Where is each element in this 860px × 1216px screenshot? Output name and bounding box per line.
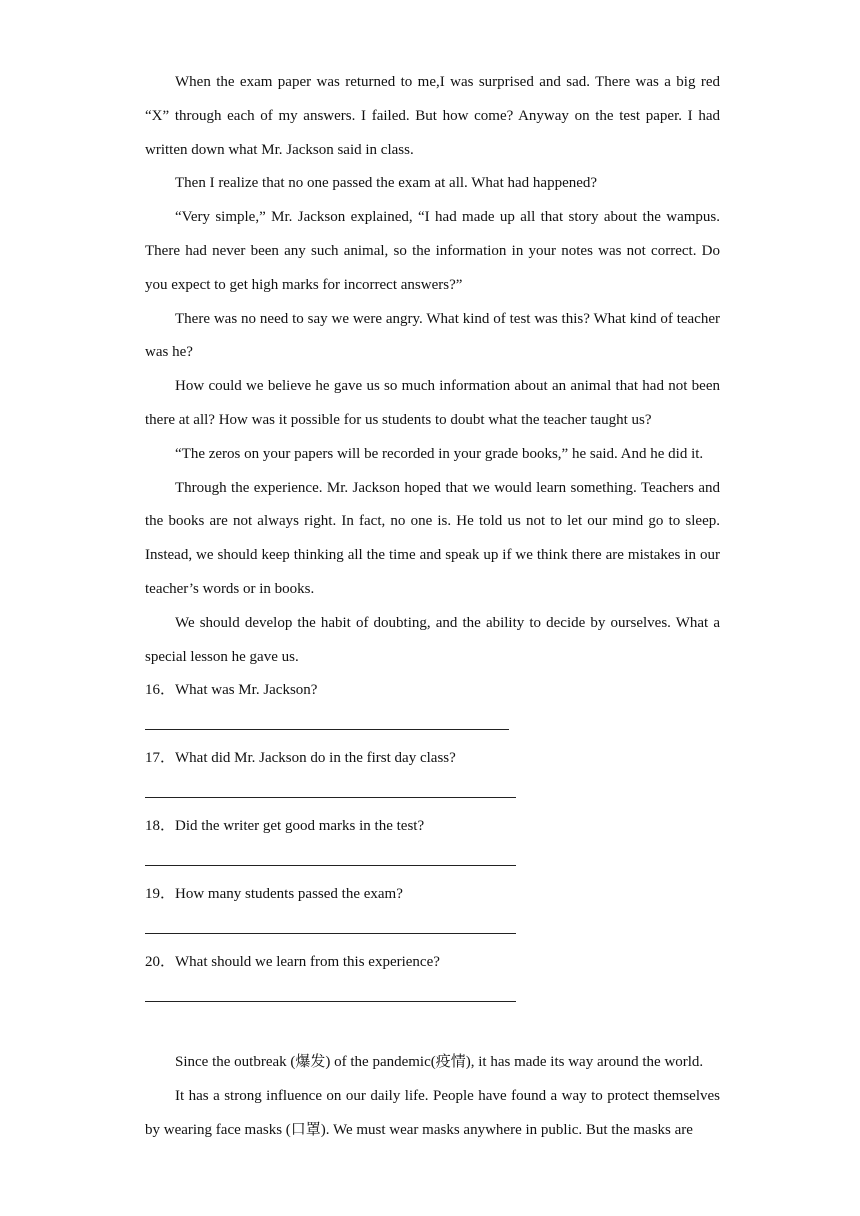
answer-line[interactable] [145,865,516,866]
question-text: How many students passed the exam? [175,886,403,902]
reading-passage-2 [145,1046,720,1147]
paragraph: “The zeros on your papers will be recorded in your grade books,” he said. And he did it. [175,445,704,462]
question-number: 17． [145,750,176,766]
reading-passage-1 [145,66,720,674]
question-item [145,878,720,946]
question-number: 18． [145,818,176,834]
paragraph: Since the outbreak (爆发) of the pandemic(疫情), it has made its way around the world. [175,1054,704,1070]
paragraph: Through the experience. Mr. Jackson hoped that we would learn something. Teachers and the books are not always right. In fact, no one is. He told us not to let our mind go to sleep. Instead, we should keep thinking all the time and speak up if we think there are mistakes in our teacher’s words or in books. [145,479,720,597]
question-text: What was Mr. Jackson? [175,682,318,698]
answer-line[interactable] [145,933,516,934]
paragraph: It has a strong influence on our daily life. People have found a way to protect themselves by wearing face masks (口罩). We must wear masks anywhere in public. But the masks are [145,1087,720,1138]
question-item [145,810,720,878]
paragraph: “Very simple,” Mr. Jackson explained, “I had made up all that story about the wampus. There had never been any such animal, so the information in your notes was not correct. Do you expect to get high marks for incorrect answers?” [145,209,720,293]
paragraph: Then I realize that no one passed the exam at all. What had happened? [175,175,598,192]
paragraph: When the exam paper was returned to me,I was surprised and sad. There was a big red “X” through each of my answers. I failed. But how come? Anyway on the test paper. I had written down what Mr. Jackson said in class. [145,74,720,158]
question-item [145,946,720,1014]
paragraph: We should develop the habit of doubting, and the ability to decide by ourselves. What a special lesson he gave us. [145,614,720,665]
question-item [145,674,720,742]
question-item [145,742,720,810]
question-text: Did the writer get good marks in the test? [175,818,425,834]
answer-line[interactable] [145,797,516,798]
answer-line[interactable] [145,729,509,730]
paragraph: There was no need to say we were angry. What kind of test was this? What kind of teacher was he? [145,310,720,361]
question-text: What did Mr. Jackson do in the first day class? [175,750,456,766]
question-number: 20． [145,954,176,970]
question-list [145,674,720,1014]
paragraph: How could we believe he gave us so much information about an animal that had not been there at all? How was it possible for us students to doubt what the teacher taught us? [145,378,720,428]
answer-line[interactable] [145,1001,516,1002]
question-number: 16． [145,682,176,698]
question-number: 19． [145,886,176,902]
question-text: What should we learn from this experience? [175,954,440,970]
